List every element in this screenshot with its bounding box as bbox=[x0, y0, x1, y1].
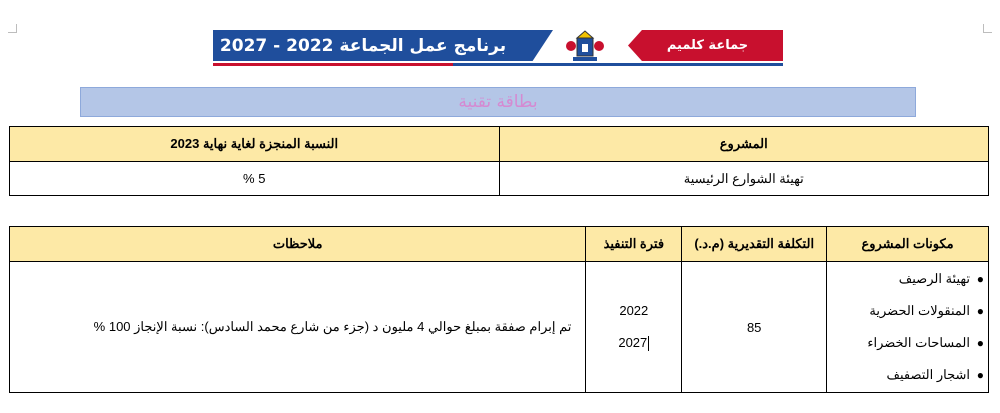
bullet-icon: ● bbox=[976, 272, 984, 286]
period-end: 2027 bbox=[618, 335, 648, 350]
list-item: ● تهيئة الرصيف bbox=[827, 263, 970, 295]
project-details-table bbox=[9, 226, 989, 393]
completion-rate: 5 % bbox=[10, 162, 500, 196]
commune-crest-icon bbox=[563, 26, 607, 64]
bullet-icon: ● bbox=[976, 336, 984, 350]
program-title: برنامج عمل الجماعة 2022 - 2027 bbox=[219, 35, 507, 56]
period-end-line bbox=[586, 327, 681, 359]
banner-underline-accent bbox=[213, 63, 453, 66]
page-corner-mark bbox=[8, 24, 17, 33]
period-start: 2022 bbox=[619, 303, 649, 318]
period-cell bbox=[586, 262, 682, 393]
project-summary-table bbox=[9, 126, 989, 196]
bullet-icon: ● bbox=[976, 368, 984, 382]
text-cursor bbox=[648, 336, 649, 351]
header-completion-rate: النسبة المنجزة لغاية نهاية 2023 bbox=[10, 127, 500, 162]
list-item: ● اشجار التصفيف bbox=[827, 359, 970, 391]
components-cell bbox=[827, 262, 989, 393]
header-components: مكونات المشروع bbox=[827, 227, 989, 262]
page-corner-mark bbox=[983, 24, 992, 33]
header-period: فترة التنفيذ bbox=[586, 227, 682, 262]
header-notes: ملاحظات bbox=[10, 227, 586, 262]
estimated-cost: 85 bbox=[682, 262, 827, 393]
list-item: ● المنقولات الحضرية bbox=[827, 295, 970, 327]
header-estimated-cost: التكلفة التقديرية (م.د.) bbox=[682, 227, 827, 262]
commune-name: جماعة كلميم bbox=[666, 38, 749, 53]
notes: تم إبرام صفقة بمبلغ حوالي 4 مليون د (جزء من شارع محمد السادس): نسبة الإنجاز 100 % bbox=[10, 262, 586, 393]
list-item: ● المساحات الخضراء bbox=[827, 327, 970, 359]
project-name: تهيئة الشوارع الرئيسية bbox=[499, 162, 989, 196]
components-list bbox=[827, 263, 988, 391]
bullet-icon: ● bbox=[976, 304, 984, 318]
header-project: المشروع bbox=[499, 127, 989, 162]
section-title: بطاقة تقنية bbox=[80, 87, 916, 117]
program-banner bbox=[213, 30, 783, 66]
